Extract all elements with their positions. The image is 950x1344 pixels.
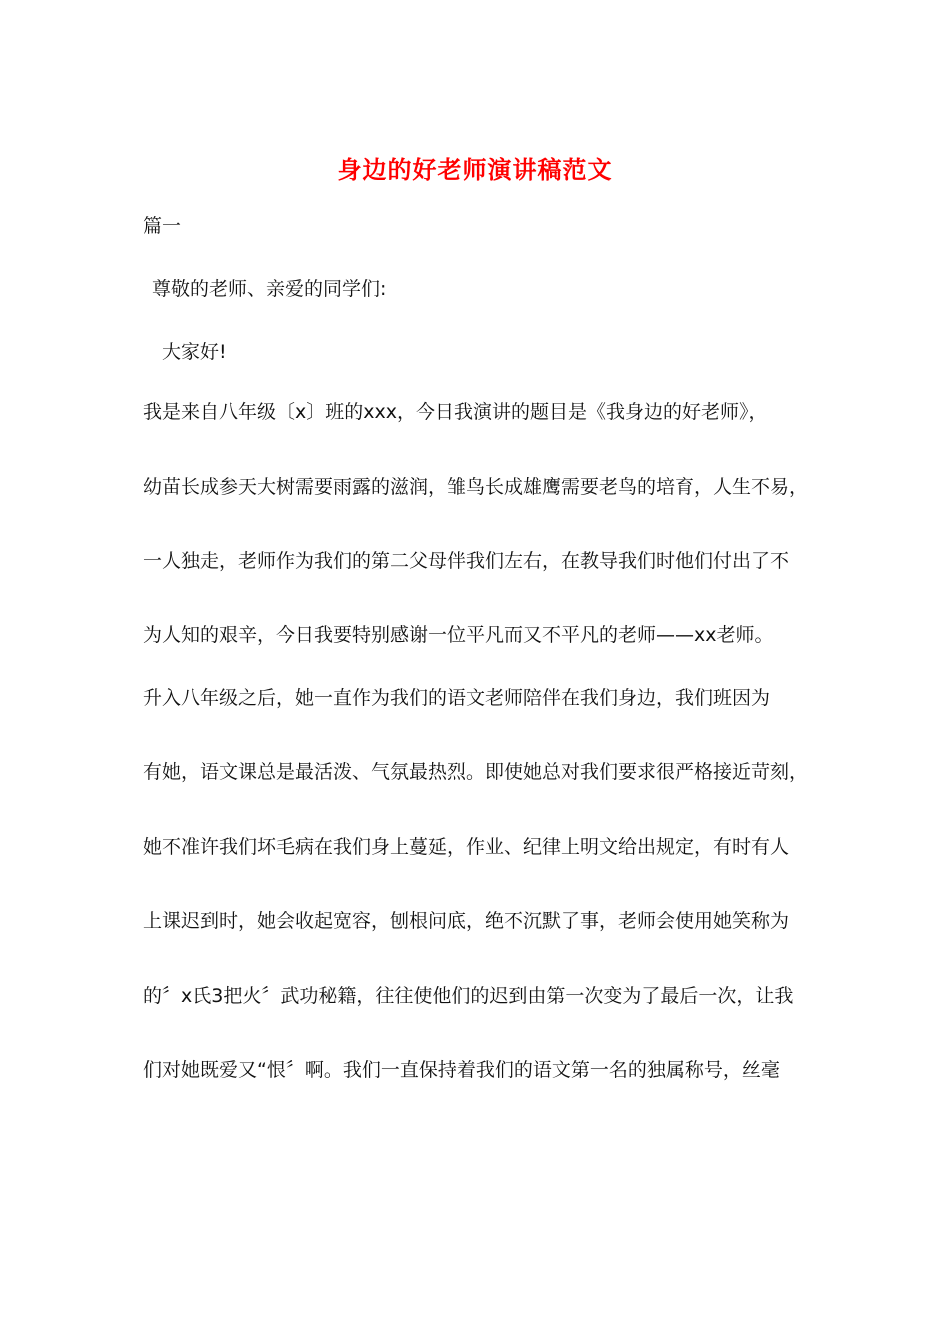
- body-line: 她不准许我们坏毛病在我们身上蔓延，作业、纪律上明文给出规定，有时有人: [143, 836, 790, 858]
- greeting-text: 大家好!: [162, 341, 227, 363]
- body-line: 升入八年级之后，她一直作为我们的语文老师陪伴在我们身边，我们班因为: [143, 687, 771, 709]
- body-line: 上课迟到时，她会收起宽容，刨根问底，绝不沉默了事，老师会使用她笑称为: [143, 910, 790, 932]
- body-line: 一人独走，老师作为我们的第二父母伴我们左右，在教导我们时他们付出了不: [143, 550, 790, 572]
- body-line: 为人知的艰辛，今日我要特别感谢一位平凡而又不平凡的老师——xx老师。: [143, 624, 774, 646]
- page-title: 身边的好老师演讲稿范文: [337, 155, 613, 184]
- body-line: 我是来自八年级〔x〕班的xxx，今日我演讲的题目是《我身边的好老师》，: [143, 401, 768, 423]
- body-line: 的〞x氏3把火〞武功秘籍，往往使他们的迟到由第一次变为了最后一次，让我: [143, 985, 794, 1007]
- section-label: 篇一: [143, 215, 182, 237]
- body-line: 幼苗长成参天大树需要雨露的滋润，雏鸟长成雄鹰需要老鸟的培育，人生不易，: [143, 476, 809, 498]
- salutation-text: 尊敬的老师、亲爱的同学们:: [152, 278, 387, 300]
- body-line: 有她，语文课总是最活泼、气氛最热烈。即使她总对我们要求很严格接近苛刻，: [143, 761, 809, 783]
- body-line: 们对她既爱又“恨〞啊。我们一直保持着我们的语文第一名的独属称号，丝毫: [143, 1059, 780, 1081]
